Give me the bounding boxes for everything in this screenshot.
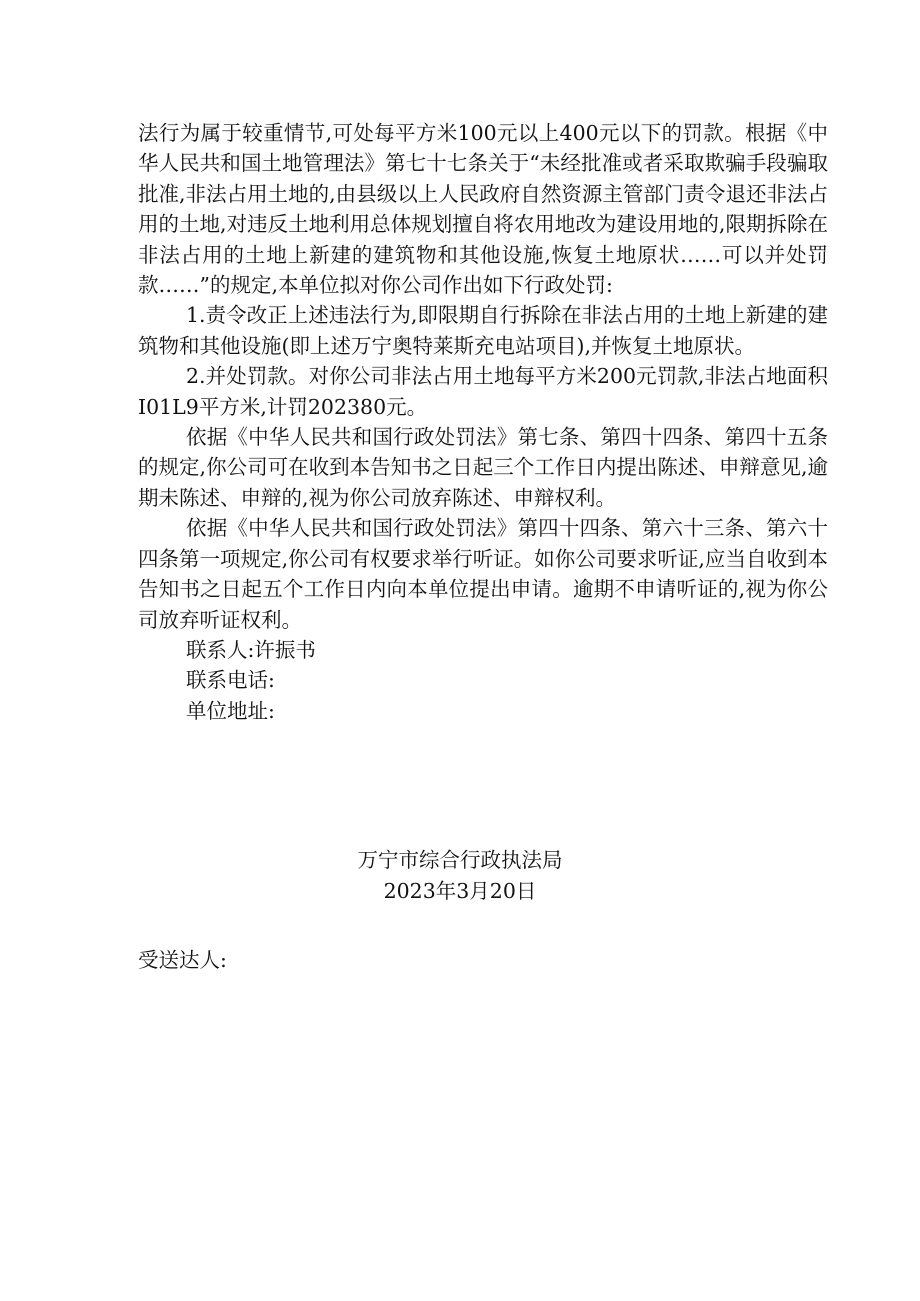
document-body	[138, 118, 828, 726]
paragraph-penalty-item-2: 2.并处罚款。对你公司非法占用土地每平方米200元罚款,非法占地面积I01L9平方米,计罚202380元。	[138, 364, 828, 419]
paragraph-hearing-rights: 依据《中华人民共和国行政处罚法》第四十四条、第六十三条、第六十四条第一项规定,你公司有权要求举行听证。如你公司要求听证,应当自收到本告知书之日起五个工作日内向本单位提出申请。逾期不申请听证的,视为你公司放弃听证权利。	[138, 516, 828, 632]
paragraph-statement-rights: 依据《中华人民共和国行政处罚法》第七条、第四十四条、第四十五条的规定,你公司可在收到本告知书之日起三个工作日内提出陈述、申辩意见,逾期未陈述、申辩的,视为你公司放弃陈述、申辩权利。	[138, 425, 828, 510]
contact-person: 联系人:许振书	[186, 637, 316, 662]
issuer-name: 万宁市综合行政执法局	[357, 848, 563, 872]
paragraph-penalty-basis: 法行为属于较重情节,可处每平方米100元以上400元以下的罚款。根据《中华人民共和国土地管理法》第七十七条关于“未经批准或者采取欺骗手段骗取批准,非法占用土地的,由县级以上人民政府自然资源主管部门责令退还非法占用的土地,对违反土地利用总体规划擅自将农用地改为建设用地的,限期拆除在非法占用的土地上新建的建筑物和其他设施,恢复土地原状……可以并处罚款……”的规定,本单位拟对你公司作出如下行政处罚:	[138, 121, 828, 298]
recipient-label: 受送达人:	[138, 948, 227, 972]
unit-address: 单位地址:	[186, 698, 275, 723]
contact-phone: 联系电话:	[186, 668, 275, 693]
paragraph-penalty-item-1: 1.责令改正上述违法行为,即限期自行拆除在非法占用的土地上新建的建筑物和其他设施(即上述万宁奥特莱斯充电站项目),并恢复土地原状。	[138, 303, 828, 358]
issue-date: 2023年3月20日	[383, 879, 537, 903]
